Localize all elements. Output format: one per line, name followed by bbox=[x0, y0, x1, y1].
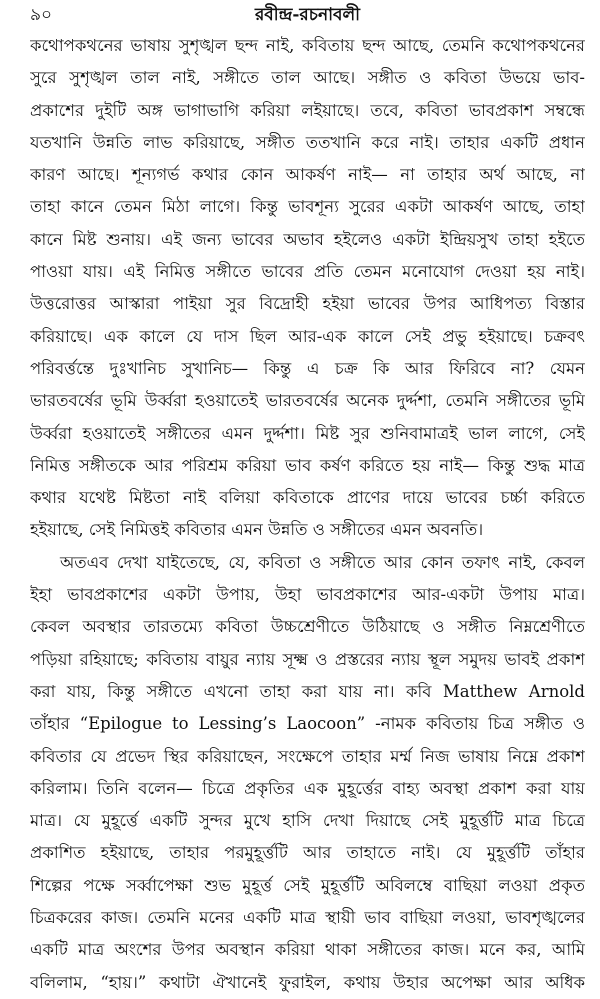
text-line: মাত্র। যে মুহূর্ত্তে একটি সুন্দর মুখে হাসি দেখা দিয়াছে সেই মুহূর্ত্তটি মাত্র চিত্রে bbox=[30, 811, 585, 831]
text-line: ভারতবর্ষের ভূমি উর্ব্বরা হওয়াতেই ভারতবর্ষের অনেক দুর্দ্দশা, তেমনি সঙ্গীতের ভূমি bbox=[30, 391, 585, 411]
text-line: কারণ আছে। শূন্যগর্ভ কথার কোন আকর্ষণ নাই— না তাহার অর্থ আছে, না bbox=[30, 165, 585, 185]
text-line: কথার যথেষ্ট মিষ্টতা নাই বলিয়া কবিতাকে প্রাণের দায়ে ভাবের চর্চ্চা করিতে bbox=[30, 488, 585, 508]
text-line: অতএব দেখা যাইতেছে, যে, কবিতা ও সঙ্গীতে আর কোন তফাৎ নাই, কেবল bbox=[60, 552, 585, 572]
text-line: পড়িয়া রহিয়াছে; কবিতায় বায়ুর ন্যায় সূক্ষ্ম ও প্রস্তরের ন্যায় স্থূল সমুদয় ভাবই প্রকাশ bbox=[30, 649, 585, 669]
page-header bbox=[30, 0, 585, 26]
text-line: কবিতার যে প্রভেদ স্থির করিয়াছেন, সংক্ষেপে তাহার মর্ম্ম নিজ ভাষায় নিম্নে প্রকাশ bbox=[30, 746, 585, 766]
page-body-text bbox=[30, 30, 585, 999]
text-line: চিত্রকরের কাজ। তেমনি মনের একটি মাত্র স্থায়ী ভাব বাছিয়া লওয়া, ভাবশৃঙ্খলের bbox=[30, 908, 585, 928]
text-line: করিলাম। তিনি বলেন— চিত্রে প্রকৃতির এক মুহূর্ত্তের বাহ্য অবস্থা প্রকাশ করা যায় bbox=[30, 778, 585, 798]
text-line: একটি মাত্র অংশের উপর অবস্থান করিয়া থাকা সঙ্গীতের কাজ। মনে কর, আমি bbox=[30, 940, 585, 960]
text-line: নিমিত্ত সঙ্গীতকে আর পরিশ্রম করিয়া ভাব কর্ষণ করিতে হয় নাই— কিন্তু শুদ্ধ মাত্র bbox=[30, 455, 585, 475]
text-line: বলিলাম, “হায়।” কথাটা ঐখানেই ফুরাইল, কথায় উহার অপেক্ষা আর অধিক bbox=[30, 972, 585, 992]
running-title: রবীন্দ্র-রচনাবলী bbox=[254, 5, 361, 25]
text-line: করিয়াছে। এক কালে যে দাস ছিল আর-এক কালে সেই প্রভু হইয়াছে। চক্রবৎ bbox=[30, 326, 585, 346]
text-line: শিল্পের পক্ষে সর্ব্বাপেক্ষা শুভ মুহূর্ত্ত সেই মুহূর্ত্তটি অবিলম্বে বাছিয়া লওয়া প্রকৃত bbox=[30, 875, 585, 895]
text-line: পাওয়া যায়। এই নিমিত্ত সঙ্গীতে ভাবের প্রতি তেমন মনোযোগ দেওয়া হয় নাই। bbox=[30, 262, 585, 282]
text-line: প্রকাশিত হইয়াছে, তাহার পরমুহূর্ত্তটি আর তাহাতে নাই। যে মুহূর্ত্তটি তাঁহার bbox=[30, 843, 585, 863]
text-line: উত্তরোত্তর আস্কারা পাইয়া সুর বিদ্রোহী হইয়া ভাবের উপর আধিপত্য বিস্তার bbox=[30, 294, 585, 314]
text-line: উর্ব্বরা হওয়াতেই সঙ্গীতের এমন দুর্দ্দশা। মিষ্ট সুর শুনিবামাত্রই ভাল লাগে, সেই bbox=[30, 423, 585, 443]
text-line: পরিবর্ত্তন্তে দুঃখানিচ সুখানিচ— কিন্তু এ চক্র কি আর ফিরিবে না? যেমন bbox=[30, 358, 585, 378]
text-line: তাঁহার “Epilogue to Lessing’s Laocoon” -নামক কবিতায় চিত্র সঙ্গীত ও bbox=[30, 714, 585, 734]
text-line: যতখানি উন্নতি লাভ করিয়াছে, সঙ্গীত ততখানি করে নাই। তাহার একটি প্রধান bbox=[30, 132, 585, 152]
text-line: প্রকাশের দুইটি অঙ্গ ভাগাভাগি করিয়া লইয়াছে। তবে, কবিতা ভাবপ্রকাশ সম্বন্ধে bbox=[30, 100, 585, 120]
page-number: ৯০ bbox=[30, 5, 53, 25]
text-line: করা যায়, কিন্তু সঙ্গীতে এখনো তাহা করা যায় না। কবি Matthew Arnold bbox=[30, 681, 585, 701]
text-line: কানে মিষ্ট শুনায়। এই জন্য ভাবের অভাব হইলেও একটা ইন্দ্রিয়সুখ তাহা হইতে bbox=[30, 229, 585, 249]
text-line: তাহা কানে তেমন মিঠা লাগে। কিন্তু ভাবশূন্য সুরের একটা আকর্ষণ আছে, তাহা bbox=[30, 197, 585, 217]
text-line: সুরে সুশৃঙ্খল তাল নাই, সঙ্গীতে তাল আছে। সঙ্গীত ও কবিতা উভয়ে ভাব- bbox=[30, 68, 585, 88]
text-line: কেবল অবস্থার তারতম্যে কবিতা উচ্চশ্রেণীতে উঠিয়াছে ও সঙ্গীত নিম্নশ্রেণীতে bbox=[30, 617, 585, 637]
text-line: ইহা ভাবপ্রকাশের একটা উপায়, উহা ভাবপ্রকাশের আর-একটা উপায় মাত্র। bbox=[30, 585, 585, 605]
text-line: হইয়াছে, সেই নিমিত্তই কবিতার এমন উন্নতি ও সঙ্গীতের এমন অবনতি। bbox=[30, 520, 484, 540]
text-line: কথোপকথনের ভাষায় সুশৃঙ্খল ছন্দ নাই, কবিতায় ছন্দ আছে, তেমনি কথোপকথনের bbox=[30, 36, 585, 55]
